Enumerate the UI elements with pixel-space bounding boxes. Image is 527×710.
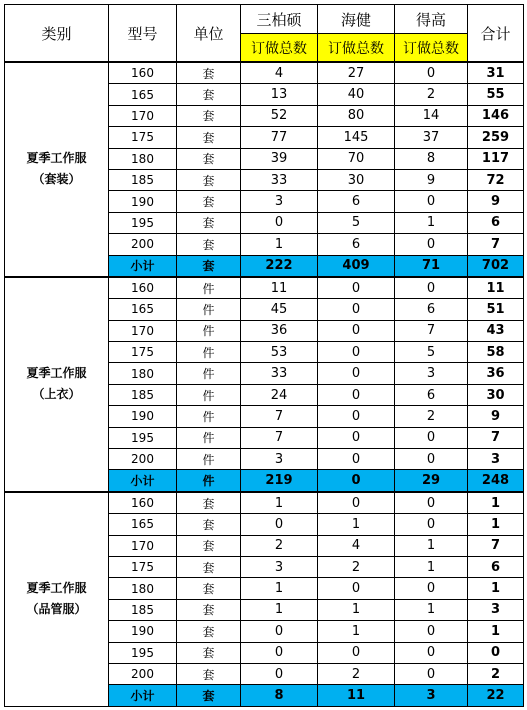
qty-degao: 0	[395, 642, 468, 663]
unit-cell: 套	[177, 556, 241, 577]
size-cell: 175	[109, 342, 177, 363]
row-total: 43	[468, 320, 524, 341]
qty-degao: 0	[395, 277, 468, 299]
qty-sanboshuo: 1	[241, 599, 318, 620]
size-cell: 190	[109, 621, 177, 642]
subtotal-label: 小计	[109, 255, 177, 277]
qty-sanboshuo: 24	[241, 384, 318, 405]
qty-degao: 1	[395, 212, 468, 233]
qty-haijian: 27	[318, 62, 395, 84]
size-cell: 160	[109, 492, 177, 514]
qty-degao: 0	[395, 663, 468, 684]
qty-haijian: 80	[318, 105, 395, 126]
category-cell	[5, 62, 109, 277]
qty-degao: 0	[395, 621, 468, 642]
size-cell: 180	[109, 363, 177, 384]
unit-cell: 件	[177, 363, 241, 384]
unit-cell: 件	[177, 449, 241, 470]
row-total: 259	[468, 127, 524, 148]
qty-sanboshuo: 3	[241, 556, 318, 577]
qty-haijian: 0	[318, 342, 395, 363]
qty-haijian: 0	[318, 427, 395, 448]
size-cell: 180	[109, 148, 177, 169]
unit-cell: 件	[177, 427, 241, 448]
qty-degao: 1	[395, 556, 468, 577]
size-cell: 175	[109, 127, 177, 148]
unit-cell: 套	[177, 621, 241, 642]
qty-haijian: 2	[318, 556, 395, 577]
qty-sanboshuo: 39	[241, 148, 318, 169]
qty-sanboshuo: 2	[241, 535, 318, 556]
header-category: 类别	[5, 5, 109, 63]
row-total: 36	[468, 363, 524, 384]
row-total: 51	[468, 299, 524, 320]
size-cell: 175	[109, 556, 177, 577]
subtotal-unit: 件	[177, 470, 241, 492]
qty-degao: 0	[395, 492, 468, 514]
size-cell: 200	[109, 449, 177, 470]
qty-degao: 0	[395, 578, 468, 599]
unit-cell: 套	[177, 234, 241, 255]
row-total: 3	[468, 449, 524, 470]
qty-degao: 8	[395, 148, 468, 169]
qty-sanboshuo: 36	[241, 320, 318, 341]
qty-haijian: 1	[318, 599, 395, 620]
qty-degao: 6	[395, 384, 468, 405]
size-cell: 185	[109, 599, 177, 620]
category-name: 夏季工作服	[26, 581, 87, 596]
qty-haijian: 0	[318, 492, 395, 514]
qty-sanboshuo: 33	[241, 169, 318, 190]
qty-sanboshuo: 1	[241, 492, 318, 514]
size-cell: 190	[109, 406, 177, 427]
qty-sanboshuo: 4	[241, 62, 318, 84]
qty-degao: 1	[395, 535, 468, 556]
header-supplier-degao: 得高	[395, 5, 468, 34]
sub-header-order-count: 订做总数	[395, 34, 468, 63]
qty-degao: 0	[395, 62, 468, 84]
category-cell	[5, 492, 109, 706]
header-unit: 单位	[177, 5, 241, 63]
sub-header-order-count: 订做总数	[241, 34, 318, 63]
unit-cell: 套	[177, 599, 241, 620]
unit-cell: 套	[177, 148, 241, 169]
qty-degao: 0	[395, 449, 468, 470]
order-table	[4, 4, 524, 707]
row-total: 1	[468, 492, 524, 514]
qty-haijian: 1	[318, 621, 395, 642]
unit-cell: 件	[177, 342, 241, 363]
unit-cell: 件	[177, 320, 241, 341]
row-total: 2	[468, 663, 524, 684]
category-cell	[5, 277, 109, 492]
qty-haijian: 40	[318, 84, 395, 105]
size-cell: 170	[109, 535, 177, 556]
row-total: 58	[468, 342, 524, 363]
qty-sanboshuo: 3	[241, 191, 318, 212]
qty-haijian: 4	[318, 535, 395, 556]
table-row	[5, 277, 524, 299]
unit-cell: 件	[177, 277, 241, 299]
qty-sanboshuo: 0	[241, 514, 318, 535]
category-type: （套装）	[32, 172, 81, 187]
qty-haijian: 0	[318, 299, 395, 320]
subtotal-total: 702	[468, 255, 524, 277]
size-cell: 200	[109, 234, 177, 255]
qty-sanboshuo: 0	[241, 212, 318, 233]
size-cell: 165	[109, 514, 177, 535]
unit-cell: 套	[177, 84, 241, 105]
category-type: （上衣）	[32, 387, 81, 402]
subtotal-degao: 71	[395, 255, 468, 277]
row-total: 6	[468, 556, 524, 577]
qty-degao: 6	[395, 299, 468, 320]
size-cell: 190	[109, 191, 177, 212]
size-cell: 160	[109, 62, 177, 84]
row-total: 9	[468, 191, 524, 212]
qty-sanboshuo: 33	[241, 363, 318, 384]
qty-degao: 37	[395, 127, 468, 148]
size-cell: 185	[109, 169, 177, 190]
header-row	[5, 5, 524, 34]
header-supplier-haijian: 海健	[318, 5, 395, 34]
unit-cell: 套	[177, 492, 241, 514]
qty-sanboshuo: 0	[241, 642, 318, 663]
size-cell: 160	[109, 277, 177, 299]
size-cell: 180	[109, 578, 177, 599]
subtotal-haijian: 11	[318, 685, 395, 706]
unit-cell: 套	[177, 514, 241, 535]
unit-cell: 套	[177, 535, 241, 556]
qty-haijian: 0	[318, 384, 395, 405]
qty-sanboshuo: 1	[241, 234, 318, 255]
qty-haijian: 2	[318, 663, 395, 684]
table-row	[5, 492, 524, 514]
size-cell: 170	[109, 105, 177, 126]
qty-haijian: 30	[318, 169, 395, 190]
subtotal-unit: 套	[177, 255, 241, 277]
row-total: 55	[468, 84, 524, 105]
size-cell: 200	[109, 663, 177, 684]
unit-cell: 套	[177, 578, 241, 599]
qty-sanboshuo: 7	[241, 406, 318, 427]
qty-degao: 0	[395, 427, 468, 448]
size-cell: 185	[109, 384, 177, 405]
subtotal-sanboshuo: 8	[241, 685, 318, 706]
row-total: 1	[468, 621, 524, 642]
size-cell: 165	[109, 299, 177, 320]
subtotal-degao: 29	[395, 470, 468, 492]
row-total: 7	[468, 234, 524, 255]
qty-haijian: 0	[318, 320, 395, 341]
category-name: 夏季工作服	[26, 366, 87, 381]
size-cell: 170	[109, 320, 177, 341]
row-total: 9	[468, 406, 524, 427]
qty-degao: 3	[395, 363, 468, 384]
qty-sanboshuo: 0	[241, 663, 318, 684]
subtotal-total: 248	[468, 470, 524, 492]
qty-sanboshuo: 0	[241, 621, 318, 642]
row-total: 117	[468, 148, 524, 169]
header-supplier-sanboshuo: 三柏硕	[241, 5, 318, 34]
qty-degao: 7	[395, 320, 468, 341]
unit-cell: 套	[177, 212, 241, 233]
qty-degao: 1	[395, 599, 468, 620]
unit-cell: 套	[177, 191, 241, 212]
qty-haijian: 0	[318, 277, 395, 299]
size-cell: 195	[109, 427, 177, 448]
unit-cell: 套	[177, 127, 241, 148]
subtotal-sanboshuo: 219	[241, 470, 318, 492]
unit-cell: 套	[177, 105, 241, 126]
qty-haijian: 0	[318, 449, 395, 470]
size-cell: 165	[109, 84, 177, 105]
qty-degao: 0	[395, 234, 468, 255]
qty-degao: 0	[395, 191, 468, 212]
qty-sanboshuo: 3	[241, 449, 318, 470]
qty-haijian: 1	[318, 514, 395, 535]
qty-haijian: 0	[318, 406, 395, 427]
subtotal-label: 小计	[109, 470, 177, 492]
unit-cell: 套	[177, 642, 241, 663]
qty-haijian: 6	[318, 191, 395, 212]
row-total: 6	[468, 212, 524, 233]
qty-sanboshuo: 7	[241, 427, 318, 448]
unit-cell: 套	[177, 663, 241, 684]
qty-degao: 5	[395, 342, 468, 363]
unit-cell: 件	[177, 384, 241, 405]
subtotal-unit: 套	[177, 685, 241, 706]
size-cell: 195	[109, 642, 177, 663]
qty-sanboshuo: 53	[241, 342, 318, 363]
qty-sanboshuo: 77	[241, 127, 318, 148]
qty-degao: 0	[395, 514, 468, 535]
unit-cell: 件	[177, 299, 241, 320]
qty-haijian: 145	[318, 127, 395, 148]
qty-haijian: 6	[318, 234, 395, 255]
row-total: 3	[468, 599, 524, 620]
unit-cell: 套	[177, 62, 241, 84]
table-body	[5, 5, 524, 707]
qty-degao: 14	[395, 105, 468, 126]
size-cell: 195	[109, 212, 177, 233]
subtotal-total: 22	[468, 685, 524, 706]
row-total: 7	[468, 535, 524, 556]
row-total: 1	[468, 578, 524, 599]
qty-sanboshuo: 52	[241, 105, 318, 126]
row-total: 1	[468, 514, 524, 535]
unit-cell: 件	[177, 406, 241, 427]
unit-cell: 套	[177, 169, 241, 190]
qty-haijian: 0	[318, 363, 395, 384]
row-total: 7	[468, 427, 524, 448]
qty-sanboshuo: 11	[241, 277, 318, 299]
category-type: （品管服）	[26, 602, 87, 617]
qty-haijian: 70	[318, 148, 395, 169]
subtotal-degao: 3	[395, 685, 468, 706]
qty-haijian: 0	[318, 642, 395, 663]
sub-header-order-count: 订做总数	[318, 34, 395, 63]
subtotal-haijian: 0	[318, 470, 395, 492]
qty-haijian: 5	[318, 212, 395, 233]
qty-sanboshuo: 1	[241, 578, 318, 599]
row-total: 30	[468, 384, 524, 405]
header-model: 型号	[109, 5, 177, 63]
subtotal-haijian: 409	[318, 255, 395, 277]
subtotal-sanboshuo: 222	[241, 255, 318, 277]
row-total: 72	[468, 169, 524, 190]
row-total: 0	[468, 642, 524, 663]
qty-sanboshuo: 45	[241, 299, 318, 320]
subtotal-label: 小计	[109, 685, 177, 706]
qty-degao: 9	[395, 169, 468, 190]
row-total: 31	[468, 62, 524, 84]
qty-degao: 2	[395, 406, 468, 427]
qty-haijian: 0	[318, 578, 395, 599]
category-name: 夏季工作服	[26, 151, 87, 166]
header-total: 合计	[468, 5, 524, 63]
row-total: 146	[468, 105, 524, 126]
table-row	[5, 62, 524, 84]
qty-sanboshuo: 13	[241, 84, 318, 105]
row-total: 11	[468, 277, 524, 299]
qty-degao: 2	[395, 84, 468, 105]
